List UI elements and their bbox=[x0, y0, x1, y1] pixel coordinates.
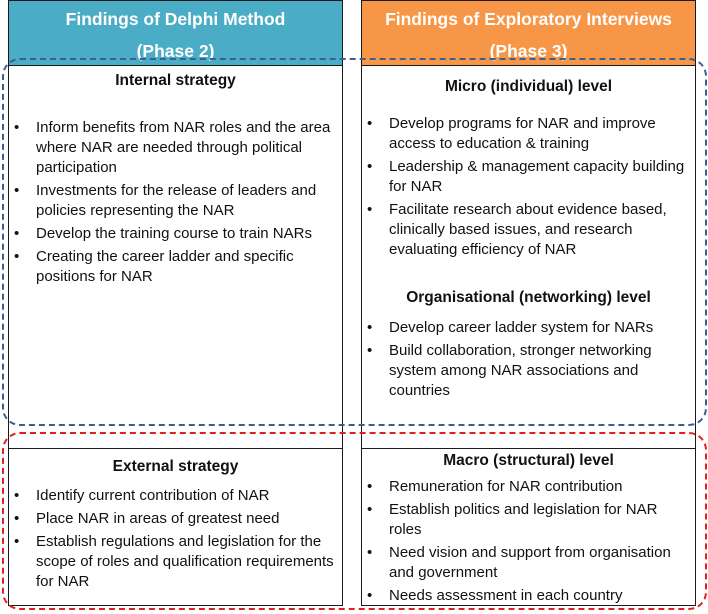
organisational-level-title: Organisational (networking) level bbox=[406, 289, 651, 306]
list-item: • Leadership & management capacity building for NAR bbox=[363, 157, 693, 197]
list-item: • Investments for the release of leaders and policies representing the NAR bbox=[10, 181, 340, 221]
list-item: • Inform benefits from NAR roles and the area where NAR are needed through political participation bbox=[10, 118, 340, 178]
list-item: • Develop the training course to train NARs bbox=[10, 224, 340, 244]
list-item: • Develop career ladder system for NARs bbox=[363, 318, 693, 338]
list-item: • Facilitate research about evidence based, clinically based issues, and research evaluating efficiency of NAR bbox=[363, 200, 693, 260]
micro-level-title: Micro (individual) level bbox=[444, 78, 613, 95]
list-item: • Creating the career ladder and specific positions for NAR bbox=[10, 247, 340, 287]
list-item: • Identify current contribution of NAR bbox=[10, 486, 340, 506]
list-item: • Need vision and support from organisation and government bbox=[363, 543, 693, 583]
list-item: • Develop programs for NAR and improve access to education & training bbox=[363, 114, 693, 154]
interviews-header-title: Findings of Exploratory Interviews bbox=[385, 9, 672, 29]
micro-level-list bbox=[363, 114, 693, 263]
internal-strategy-title: Internal strategy bbox=[115, 72, 236, 89]
list-item: • Needs assessment in each country bbox=[363, 586, 693, 606]
delphi-header-title: Findings of Delphi Method bbox=[65, 9, 286, 29]
organisational-level-list bbox=[363, 318, 693, 404]
macro-level-list bbox=[363, 477, 693, 609]
list-item: • Build collaboration, stronger networking system among NAR associations and countries bbox=[363, 341, 693, 401]
external-strategy-list bbox=[10, 486, 340, 595]
delphi-header-phase: (Phase 2) bbox=[136, 41, 215, 61]
external-strategy-title: External strategy bbox=[112, 458, 239, 475]
interviews-header bbox=[361, 0, 696, 66]
list-item: • Remuneration for NAR contribution bbox=[363, 477, 693, 497]
list-item: • Establish politics and legislation for NAR roles bbox=[363, 500, 693, 540]
list-item: • Establish regulations and legislation for the scope of roles and qualification requirements for NAR bbox=[10, 532, 340, 592]
list-item: • Place NAR in areas of greatest need bbox=[10, 509, 340, 529]
interviews-header-phase: (Phase 3) bbox=[489, 41, 568, 61]
delphi-header bbox=[8, 0, 343, 66]
internal-strategy-list bbox=[10, 118, 340, 290]
macro-level-title: Macro (structural) level bbox=[443, 452, 614, 469]
